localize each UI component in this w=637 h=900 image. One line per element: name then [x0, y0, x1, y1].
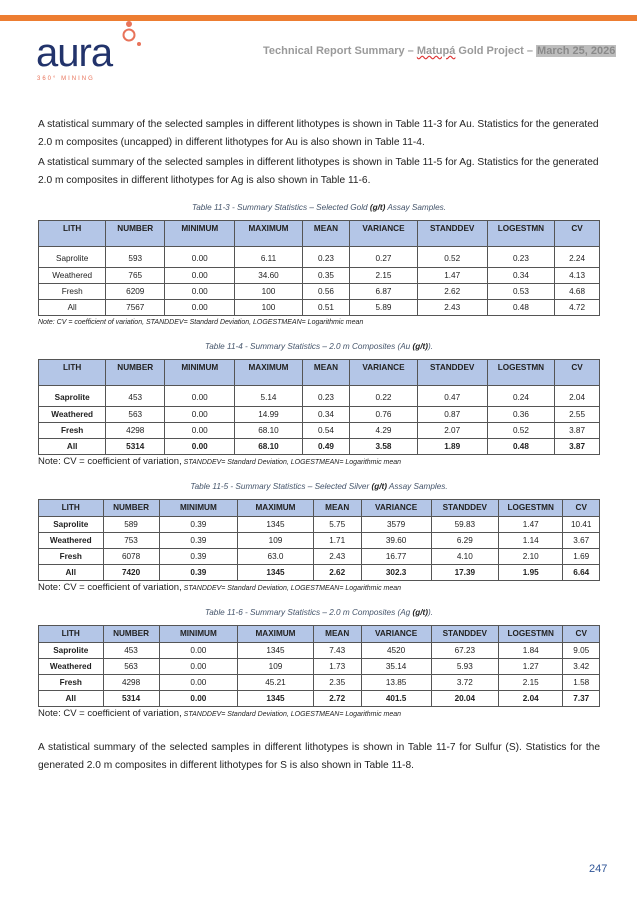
table-header-row	[39, 626, 600, 643]
table-cell: 6.64	[563, 565, 600, 581]
column-header: VARIANCE	[361, 626, 431, 643]
table-cell: 0.00	[159, 675, 238, 691]
table-cell: Fresh	[39, 675, 104, 691]
table-cell: 2.24	[555, 247, 600, 268]
column-header: NUMBER	[106, 360, 165, 386]
column-header: LITH	[39, 360, 106, 386]
column-header: MEAN	[313, 626, 361, 643]
caption-part: Table 11-4 - Summary Statistics – 2.0 m Composites (Au	[205, 342, 413, 351]
table-cell: 5.14	[235, 386, 302, 407]
table-cell: 302.3	[361, 565, 431, 581]
table-cell: 100	[235, 300, 302, 316]
table-caption	[38, 481, 600, 493]
table-cell: 5.89	[350, 300, 417, 316]
table-cell: 10.41	[563, 517, 600, 533]
table-cell: Saprolite	[39, 386, 106, 407]
table-cell: 0.34	[487, 268, 554, 284]
column-header: MINIMUM	[165, 360, 235, 386]
caption-part: (g/t)	[369, 203, 386, 212]
table-row	[39, 517, 600, 533]
table-cell: 0.23	[302, 247, 350, 268]
column-header: VARIANCE	[350, 221, 417, 247]
table-cell: 4.29	[350, 423, 417, 439]
column-header: NUMBER	[103, 626, 159, 643]
table-cell: 1.47	[498, 517, 563, 533]
table-cell: 6.11	[235, 247, 302, 268]
table-cell: 2.07	[417, 423, 487, 439]
column-header: MEAN	[302, 360, 350, 386]
header-title-suffix: Gold Project –	[455, 45, 537, 57]
table-cell: 0.76	[350, 407, 417, 423]
table-cell: 0.34	[302, 407, 350, 423]
table-cell: Saprolite	[39, 247, 106, 268]
table-cell: 0.39	[159, 549, 238, 565]
table-cell: 2.35	[313, 675, 361, 691]
table-cell: 63.0	[238, 549, 314, 565]
column-header: LOGESTMN	[498, 626, 563, 643]
table-cell: 0.87	[417, 407, 487, 423]
column-header: STANDDEV	[417, 360, 487, 386]
table-cell: 0.54	[302, 423, 350, 439]
table-cell: 17.39	[431, 565, 498, 581]
table-cell: 6209	[106, 284, 165, 300]
table-cell: Weathered	[39, 407, 106, 423]
table-cell: 5314	[106, 439, 165, 455]
caption-part: Table 11-5 - Summary Statistics – Selected Silver	[190, 482, 372, 491]
header-project: Matupá	[416, 45, 456, 57]
note-rest: STANDDEV= Standard Deviation, LOGESTMEAN= Logarithmic mean	[181, 711, 402, 718]
table-caption	[38, 607, 600, 619]
table-row	[39, 423, 600, 439]
column-header: LITH	[39, 500, 104, 517]
table-note: Note: CV = coefficient of variation, STANDDEV= Standard Deviation, LOGESTMEAN= Logarithmic mean	[38, 319, 364, 326]
table-cell: 14.99	[235, 407, 302, 423]
column-header: STANDDEV	[431, 626, 498, 643]
table-cell: Weathered	[39, 659, 104, 675]
table-cell: 3579	[361, 517, 431, 533]
table-cell: 0.48	[487, 439, 554, 455]
column-header: MINIMUM	[159, 626, 238, 643]
logo-wordmark: aura	[36, 31, 113, 75]
column-header: LITH	[39, 626, 104, 643]
table-cell: 0.39	[159, 565, 238, 581]
logo-subtitle: 360° MINING	[37, 76, 95, 82]
column-header: MINIMUM	[165, 221, 235, 247]
table-cell: All	[39, 565, 104, 581]
table-cell: 1.47	[417, 268, 487, 284]
table-cell: 0.00	[165, 386, 235, 407]
table-cell: 0.00	[159, 643, 238, 659]
table-cell: 5.75	[313, 517, 361, 533]
table-cell: 0.52	[487, 423, 554, 439]
column-header: VARIANCE	[350, 360, 417, 386]
table-caption	[38, 202, 600, 214]
table-cell: 0.24	[487, 386, 554, 407]
table-cell: 1345	[238, 565, 314, 581]
running-header	[263, 44, 616, 58]
column-header: STANDDEV	[417, 221, 487, 247]
table-cell: 4520	[361, 643, 431, 659]
caption-part: (g/t)	[371, 482, 387, 491]
table-cell: 4298	[103, 675, 159, 691]
column-header: LOGESTMN	[487, 360, 554, 386]
table-cell: 45.21	[238, 675, 314, 691]
caption-part: (g/t)	[412, 608, 428, 617]
table-cell: 67.23	[431, 643, 498, 659]
page-body	[38, 116, 600, 775]
table-row	[39, 247, 600, 268]
table-cell: 0.23	[302, 386, 350, 407]
tables-section	[38, 202, 600, 721]
table-cell: 34.60	[235, 268, 302, 284]
table-cell: 0.27	[350, 247, 417, 268]
table-cell: 401.5	[361, 691, 431, 707]
table-cell: 3.87	[555, 439, 600, 455]
summary-statistics-table	[38, 625, 600, 707]
table-cell: 0.23	[487, 247, 554, 268]
table-cell: 2.04	[498, 691, 563, 707]
column-header: NUMBER	[103, 500, 159, 517]
summary-statistics-table	[38, 359, 600, 455]
table-cell: 563	[106, 407, 165, 423]
column-header: MINIMUM	[159, 500, 238, 517]
table-cell: Saprolite	[39, 517, 104, 533]
table-cell: 1.89	[417, 439, 487, 455]
table-cell: 0.22	[350, 386, 417, 407]
paragraph-au: A statistical summary of the selected samples in different lithotypes is shown in Table 11-3 for Au. Statistics for the generated 2.0 m composites (uncapped) in different lithotypes for Au is also shown in Table 11-4.	[38, 119, 599, 148]
table-header-row	[39, 221, 600, 247]
table-row	[39, 691, 600, 707]
table-row	[39, 300, 600, 316]
table-note	[38, 582, 600, 595]
table-row	[39, 386, 600, 407]
note-lead: Note: CV = coefficient of variation,	[38, 456, 182, 467]
table-cell: 2.04	[555, 386, 600, 407]
caption-part: ).	[427, 608, 433, 617]
table-cell: 7567	[106, 300, 165, 316]
summary-statistics-table	[38, 220, 600, 316]
column-header: CV	[563, 500, 600, 517]
table-cell: 109	[238, 659, 314, 675]
table-cell: 1.14	[498, 533, 563, 549]
table-cell: 0.00	[159, 659, 238, 675]
table-cell: 2.72	[313, 691, 361, 707]
table-cell: 1.58	[563, 675, 600, 691]
table-cell: 2.43	[313, 549, 361, 565]
table-cell: 4.10	[431, 549, 498, 565]
table-header-row	[39, 500, 600, 517]
table-cell: All	[39, 691, 104, 707]
table-cell: 1345	[238, 691, 314, 707]
table-cell: 0.00	[165, 423, 235, 439]
column-header: MAXIMUM	[238, 626, 314, 643]
table-cell: 0.48	[487, 300, 554, 316]
table-row	[39, 284, 600, 300]
table-cell: 0.00	[165, 268, 235, 284]
table-row	[39, 549, 600, 565]
caption-part: Assay Samples.	[386, 482, 448, 491]
table-cell: 453	[106, 386, 165, 407]
table-cell: 0.36	[487, 407, 554, 423]
table-cell: 6078	[103, 549, 159, 565]
table-cell: All	[39, 300, 106, 316]
table-row	[39, 565, 600, 581]
table-cell: 2.62	[313, 565, 361, 581]
table-caption	[38, 341, 600, 353]
table-cell: 593	[106, 247, 165, 268]
table-header-row	[39, 360, 600, 386]
column-header: LOGESTMN	[487, 221, 554, 247]
table-row	[39, 407, 600, 423]
table-cell: 753	[103, 533, 159, 549]
table-cell: 3.87	[555, 423, 600, 439]
table-cell: 0.00	[165, 407, 235, 423]
column-header: CV	[563, 626, 600, 643]
table-cell: 0.56	[302, 284, 350, 300]
table-cell: 0.00	[165, 284, 235, 300]
table-note	[38, 708, 600, 721]
table-cell: 4.13	[555, 268, 600, 284]
caption-part: ).	[427, 342, 433, 351]
column-header: CV	[555, 221, 600, 247]
table-row	[39, 643, 600, 659]
paragraph-s: A statistical summary of the selected samples in different lithotypes is shown in Table 11-7 for Sulfur (S). Statistics for the generated 2.0 m composites in different lithotypes for S is also shown in Table 11-8.	[38, 742, 600, 771]
table-cell: 1345	[238, 643, 314, 659]
column-header: MAXIMUM	[235, 221, 302, 247]
header-title-prefix: Technical Report Summary –	[263, 45, 417, 57]
column-header: VARIANCE	[361, 500, 431, 517]
table-cell: 7.37	[563, 691, 600, 707]
aura-logo	[36, 26, 146, 75]
header-date: March 25, 2026	[537, 45, 616, 57]
column-header: STANDDEV	[431, 500, 498, 517]
table-cell: 2.43	[417, 300, 487, 316]
table-cell: 2.15	[498, 675, 563, 691]
table-cell: 0.51	[302, 300, 350, 316]
column-header: LITH	[39, 221, 106, 247]
table-cell: 3.72	[431, 675, 498, 691]
table-cell: 13.85	[361, 675, 431, 691]
table-cell: 2.10	[498, 549, 563, 565]
table-cell: 1.69	[563, 549, 600, 565]
table-cell: 563	[103, 659, 159, 675]
table-cell: 0.52	[417, 247, 487, 268]
table-cell: 16.77	[361, 549, 431, 565]
table-cell: 0.00	[159, 691, 238, 707]
table-cell: 1.73	[313, 659, 361, 675]
table-cell: 0.39	[159, 533, 238, 549]
table-cell: 35.14	[361, 659, 431, 675]
table-cell: 2.15	[350, 268, 417, 284]
table-cell: 0.00	[165, 439, 235, 455]
table-cell: 3.42	[563, 659, 600, 675]
table-cell: Fresh	[39, 284, 106, 300]
table-cell: 2.62	[417, 284, 487, 300]
table-cell: 0.39	[159, 517, 238, 533]
table-cell: 589	[103, 517, 159, 533]
table-cell: Fresh	[39, 423, 106, 439]
caption-part: Assay Samples.	[385, 203, 447, 212]
table-cell: 1.95	[498, 565, 563, 581]
table-cell: 68.10	[235, 439, 302, 455]
column-header: MEAN	[302, 221, 350, 247]
note-lead: Note: CV = coefficient of variation,	[38, 708, 182, 719]
table-cell: 453	[103, 643, 159, 659]
table-cell: 4298	[106, 423, 165, 439]
note-lead: Note: CV = coefficient of variation,	[38, 582, 182, 593]
table-cell: 1.71	[313, 533, 361, 549]
page-number: 247	[589, 863, 608, 875]
table-cell: 1.27	[498, 659, 563, 675]
table-cell: 0.00	[165, 247, 235, 268]
table-cell: 5.93	[431, 659, 498, 675]
table-cell: 6.87	[350, 284, 417, 300]
table-cell: 0.53	[487, 284, 554, 300]
table-cell: 765	[106, 268, 165, 284]
table-cell: 3.58	[350, 439, 417, 455]
caption-part: (g/t)	[412, 342, 428, 351]
table-cell: Weathered	[39, 533, 104, 549]
table-cell: 4.72	[555, 300, 600, 316]
table-cell: 0.47	[417, 386, 487, 407]
table-cell: 1345	[238, 517, 314, 533]
column-header: MAXIMUM	[238, 500, 314, 517]
table-cell: 0.00	[165, 300, 235, 316]
table-cell: Weathered	[39, 268, 106, 284]
table-cell: 4.68	[555, 284, 600, 300]
table-cell: 0.35	[302, 268, 350, 284]
table-cell: Fresh	[39, 549, 104, 565]
table-row	[39, 439, 600, 455]
table-cell: 9.05	[563, 643, 600, 659]
column-header: MEAN	[313, 500, 361, 517]
table-note	[38, 456, 600, 469]
table-row	[39, 268, 600, 284]
table-cell: 39.60	[361, 533, 431, 549]
table-cell: 7.43	[313, 643, 361, 659]
table-cell: Saprolite	[39, 643, 104, 659]
table-cell: 0.49	[302, 439, 350, 455]
summary-statistics-table	[38, 499, 600, 581]
table-row	[39, 533, 600, 549]
column-header: MAXIMUM	[235, 360, 302, 386]
note-rest: STANDDEV= Standard Deviation, LOGESTMEAN= Logarithmic mean	[181, 585, 402, 592]
table-cell: 109	[238, 533, 314, 549]
table-cell: 2.55	[555, 407, 600, 423]
note-rest: STANDDEV= Standard Deviation, LOGESTMEAN= Logarithmic mean	[181, 459, 402, 466]
table-cell: 20.04	[431, 691, 498, 707]
table-cell: All	[39, 439, 106, 455]
column-header: CV	[555, 360, 600, 386]
table-row	[39, 675, 600, 691]
column-header: LOGESTMN	[498, 500, 563, 517]
table-cell: 6.29	[431, 533, 498, 549]
caption-part: Table 11-6 - Summary Statistics – 2.0 m Composites (Ag	[205, 608, 413, 617]
table-cell: 5314	[103, 691, 159, 707]
table-cell: 59.83	[431, 517, 498, 533]
table-row	[39, 659, 600, 675]
table-cell: 100	[235, 284, 302, 300]
caption-part: Table 11-3 - Summary Statistics – Selected Gold	[191, 203, 370, 212]
column-header: NUMBER	[106, 221, 165, 247]
table-cell: 68.10	[235, 423, 302, 439]
table-cell: 7420	[103, 565, 159, 581]
table-cell: 1.84	[498, 643, 563, 659]
paragraph-ag: A statistical summary of the selected samples in different lithotypes is shown in Table 11-5 for Ag. Statistics for the generated 2.0 m composites in different lithotypes for Ag is also shown in Table 11-6.	[38, 157, 599, 186]
table-cell: 3.67	[563, 533, 600, 549]
